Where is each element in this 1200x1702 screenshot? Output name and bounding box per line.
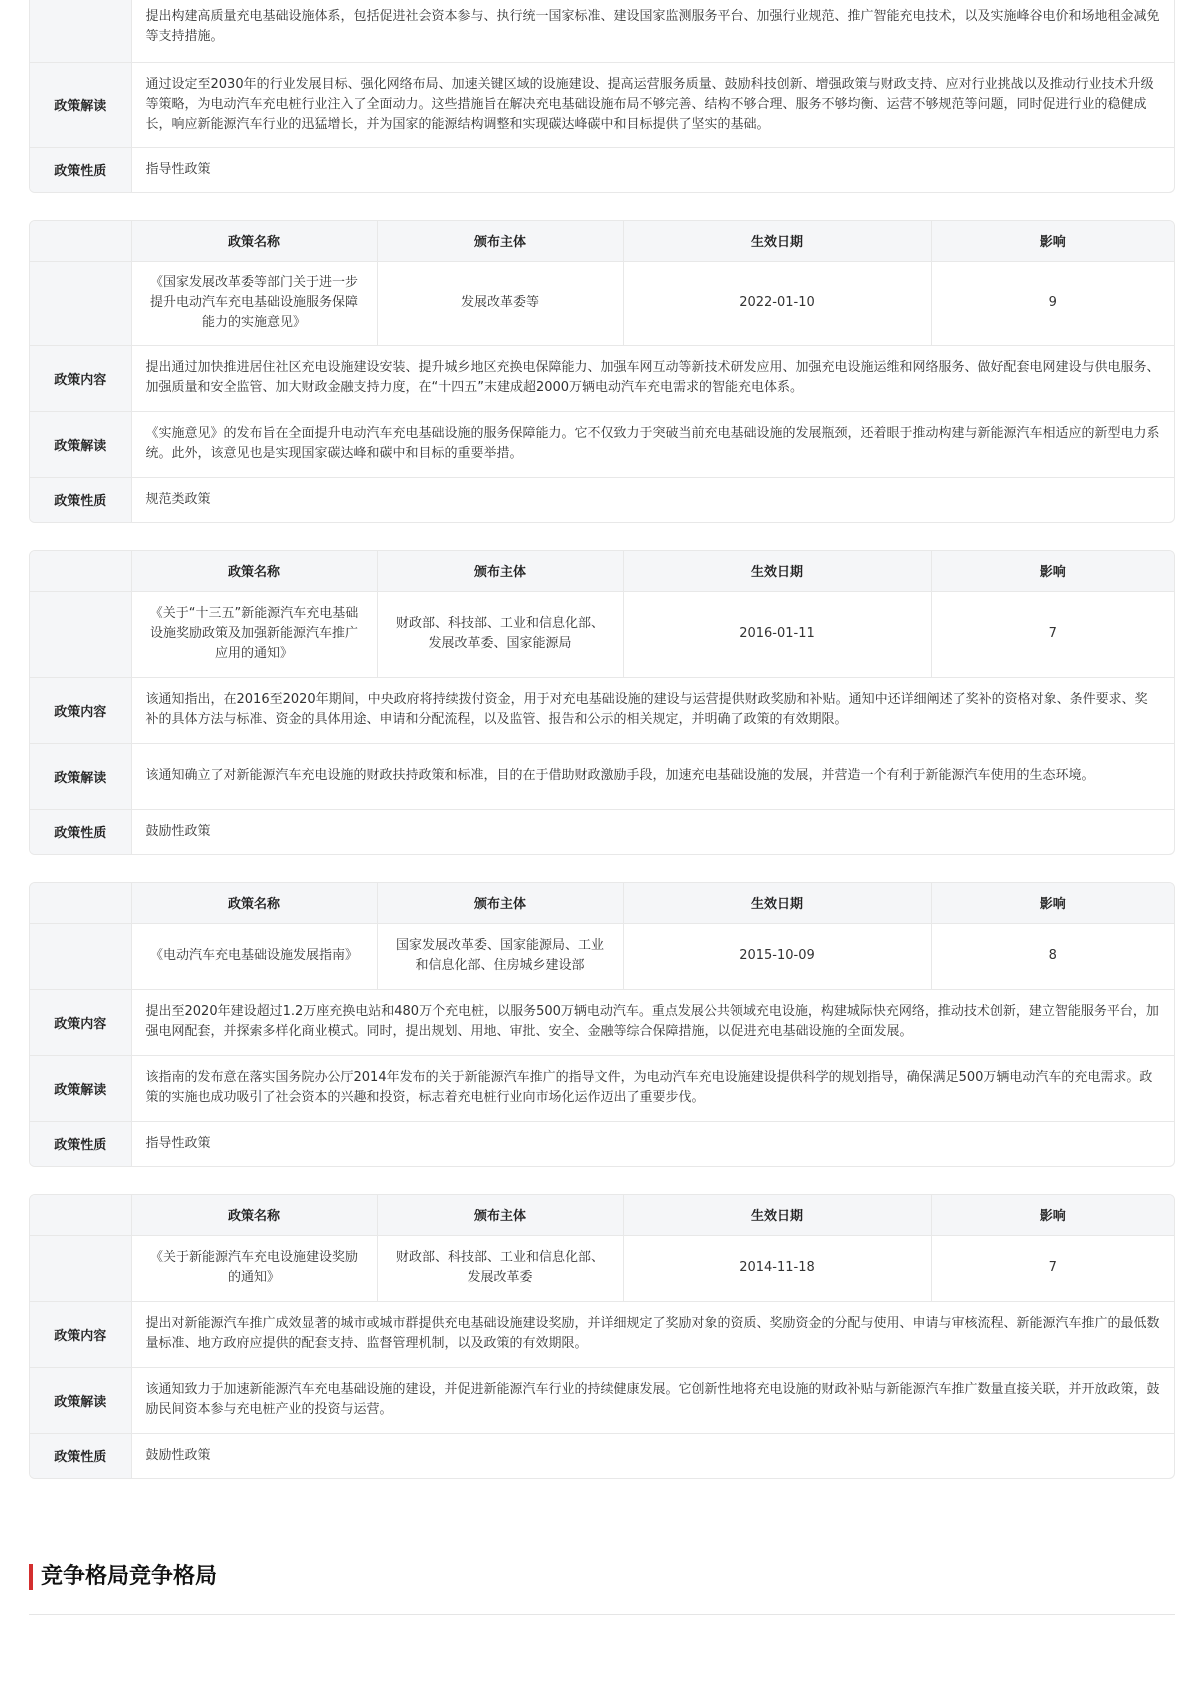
- policy-content-row: [30, 345, 1174, 411]
- row-label-nature: 政策性质: [30, 477, 131, 522]
- row-label-content: [30, 0, 131, 62]
- policy-issuer: 财政部、科技部、工业和信息化部、发展改革委、国家能源局: [377, 591, 623, 677]
- row-label-interpretation: 政策解读: [30, 1055, 131, 1121]
- policy-name: 《电动汽车充电基础设施发展指南》: [131, 923, 377, 989]
- row-label-content: 政策内容: [30, 989, 131, 1055]
- header-name: 政策名称: [131, 883, 377, 924]
- policy-card: [29, 220, 1175, 523]
- policy-nature-text: 指导性政策: [145, 161, 211, 177]
- header-issuer: 颁布主体: [377, 221, 623, 262]
- policy-nature-row: [30, 477, 1174, 522]
- header-impact: 影响: [931, 883, 1174, 924]
- header-name: 政策名称: [131, 221, 377, 262]
- policy-interpretation-row: [30, 1367, 1174, 1433]
- policy-issuer: 国家发展改革委、国家能源局、工业和信息化部、住房城乡建设部: [377, 923, 623, 989]
- policy-content-text: 提出至2020年建设超过1.2万座充换电站和480万个充电桩，以服务500万辆电动汽车。重点发展公共领域充电设施，构建城际快充网络，推动技术创新，建立智能服务平台，加强电网配套，并探索多样化商业模式。同时，提出规划、用地、审批、安全、金融等综合保障措施，以促进充电基础设施的全面发展。: [131, 989, 1174, 1055]
- policy-interpretation-text: 该指南的发布意在落实国务院办公厅2014年发布的关于新能源汽车推广的指导文件，为电动汽车充电设施建设提供科学的规划指导，确保满足500万辆电动汽车的充电需求。政策的实施也成功吸引了社会资本的兴趣和投资，标志着充电桩行业向市场化运作迈出了重要步伐。: [131, 1055, 1174, 1121]
- row-label-interpretation: 政策解读: [30, 411, 131, 477]
- policy-nature-text: 规范类政策: [145, 491, 211, 507]
- header-issuer: 颁布主体: [377, 1195, 623, 1236]
- policy-header-row: [30, 221, 1174, 262]
- section-heading: [29, 1560, 1175, 1615]
- policy-interpretation-row: [30, 411, 1174, 477]
- policy-meta-row: [30, 591, 1174, 677]
- meta-corner: [30, 923, 131, 989]
- policy-nature-row: [30, 1121, 1174, 1166]
- policy-impact: 7: [931, 591, 1174, 677]
- meta-corner: [30, 1235, 131, 1301]
- policy-card: [29, 1194, 1175, 1479]
- policy-issuer: 发展改革委等: [377, 261, 623, 345]
- row-label-interpretation: 政策解读: [30, 62, 131, 147]
- row-label-nature: 政策性质: [30, 809, 131, 854]
- policy-header-row: [30, 1195, 1174, 1236]
- policy-impact: 9: [931, 261, 1174, 345]
- policy-interpretation-text: 该通知致力于加速新能源汽车充电基础设施的建设，并促进新能源汽车行业的持续健康发展。它创新性地将充电设施的财政补贴与新能源汽车推广数量直接关联，并开放政策，鼓励民间资本参与充电桩产业的投资与运营。: [131, 1367, 1174, 1433]
- policy-nature-row: [30, 1433, 1174, 1478]
- section-accent-bar: [29, 1564, 33, 1590]
- policy-table: [30, 551, 1174, 854]
- meta-corner: [30, 261, 131, 345]
- policy-content-text: 提出通过加快推进居住社区充电设施建设安装、提升城乡地区充换电保障能力、加强车网互动等新技术研发应用、加强充电设施运维和网络服务、做好配套电网建设与供电服务、加强质量和安全监管、加大财政金融支持力度，在“十四五”末建成超2000万辆电动汽车充电需求的智能充电体系。: [131, 345, 1174, 411]
- row-label-interpretation: 政策解读: [30, 1367, 131, 1433]
- header-impact: 影响: [931, 551, 1174, 592]
- header-name: 政策名称: [131, 551, 377, 592]
- policy-table: [30, 883, 1174, 1166]
- policy-content-row: [30, 1301, 1174, 1367]
- header-impact: 影响: [931, 221, 1174, 262]
- policy-card: [29, 550, 1175, 855]
- policy-date: 2016-01-11: [623, 591, 931, 677]
- policy-date: 2022-01-10: [623, 261, 931, 345]
- policy-table: [30, 221, 1174, 522]
- row-label-nature: 政策性质: [30, 147, 131, 192]
- policy-header-row: [30, 883, 1174, 924]
- policy-card-partial: [29, 0, 1175, 193]
- policy-date: 2015-10-09: [623, 923, 931, 989]
- policy-interpretation-row: [30, 743, 1174, 809]
- policy-content-row: [30, 0, 1174, 62]
- policy-nature-row: [30, 809, 1174, 854]
- policy-content-text: 该通知指出，在2016至2020年期间，中央政府将持续拨付资金，用于对充电基础设施的建设与运营提供财政奖励和补贴。通知中还详细阐述了奖补的资格对象、条件要求、奖补的具体方法与标准、资金的具体用途、申请和分配流程，以及监管、报告和公示的相关规定，并明确了政策的有效期限。: [131, 677, 1174, 743]
- policy-nature-row: [30, 147, 1174, 192]
- policy-card: [29, 882, 1175, 1167]
- policy-meta-row: [30, 261, 1174, 345]
- policy-table-partial: [30, 0, 1174, 192]
- header-name: 政策名称: [131, 1195, 377, 1236]
- policy-interpretation-text: 《实施意见》的发布旨在全面提升电动汽车充电基础设施的服务保障能力。它不仅致力于突破当前充电基础设施的发展瓶颈，还着眼于推动构建与新能源汽车相适应的新型电力系统。此外，该意见也是实现国家碳达峰和碳中和目标的重要举措。: [131, 411, 1174, 477]
- header-date: 生效日期: [623, 883, 931, 924]
- row-label-interpretation: 政策解读: [30, 743, 131, 809]
- policy-interpretation-text: 该通知确立了对新能源汽车充电设施的财政扶持政策和标准，目的在于借助财政激励手段，加速充电基础设施的发展，并营造一个有利于新能源汽车使用的生态环境。: [131, 743, 1174, 809]
- header-impact: 影响: [931, 1195, 1174, 1236]
- section-title-text: 竞争格局竞争格局: [41, 1564, 218, 1589]
- row-label-content: 政策内容: [30, 345, 131, 411]
- policy-meta-row: [30, 1235, 1174, 1301]
- header-corner: [30, 551, 131, 592]
- page: [29, 0, 1175, 1506]
- policy-nature-text: 指导性政策: [145, 1135, 211, 1151]
- header-corner: [30, 883, 131, 924]
- header-corner: [30, 221, 131, 262]
- meta-corner: [30, 591, 131, 677]
- policy-interpretation-row: [30, 1055, 1174, 1121]
- policy-interpretation-text: 通过设定至2030年的行业发展目标、强化网络布局、加速关键区域的设施建设、提高运营服务质量、鼓励科技创新、增强政策与财政支持、应对行业挑战以及推动行业技术升级等策略，为电动汽车充电桩行业注入了全面动力。这些措施旨在解决充电基础设施布局不够完善、结构不够合理、服务不够均衡、运营不够规范等问题，同时促进行业的稳健成长，响应新能源汽车行业的迅猛增长，并为国家的能源结构调整和实现碳达峰碳中和目标提供了坚实的基础。: [131, 62, 1174, 147]
- policy-impact: 8: [931, 923, 1174, 989]
- policy-nature-text: 鼓励性政策: [145, 823, 211, 839]
- row-label-content: 政策内容: [30, 1301, 131, 1367]
- policy-date: 2014-11-18: [623, 1235, 931, 1301]
- header-issuer: 颁布主体: [377, 883, 623, 924]
- header-date: 生效日期: [623, 221, 931, 262]
- row-label-nature: 政策性质: [30, 1121, 131, 1166]
- header-issuer: 颁布主体: [377, 551, 623, 592]
- policy-meta-row: [30, 923, 1174, 989]
- policy-table: [30, 1195, 1174, 1478]
- policy-name: 《关于新能源汽车充电设施建设奖励的通知》: [131, 1235, 377, 1301]
- header-date: 生效日期: [623, 551, 931, 592]
- policy-nature-text: 鼓励性政策: [145, 1447, 211, 1463]
- policy-name: 《国家发展改革委等部门关于进一步提升电动汽车充电基础设施服务保障能力的实施意见》: [131, 261, 377, 345]
- policy-content-text: 提出构建高质量充电基础设施体系，包括促进社会资本参与、执行统一国家标准、建设国家监测服务平台、加强行业规范、推广智能充电技术，以及实施峰谷电价和场地租金减免等支持措施。: [131, 0, 1174, 62]
- policy-impact: 7: [931, 1235, 1174, 1301]
- policy-content-text: 提出对新能源汽车推广成效显著的城市或城市群提供充电基础设施建设奖励，并详细规定了奖励对象的资质、奖励资金的分配与使用、申请与审核流程、新能源汽车推广的最低数量标准、地方政府应提供的配套支持、监督管理机制，以及政策的有效期限。: [131, 1301, 1174, 1367]
- header-corner: [30, 1195, 131, 1236]
- header-date: 生效日期: [623, 1195, 931, 1236]
- policy-content-row: [30, 677, 1174, 743]
- policy-issuer: 财政部、科技部、工业和信息化部、发展改革委: [377, 1235, 623, 1301]
- row-label-content: 政策内容: [30, 677, 131, 743]
- policy-header-row: [30, 551, 1174, 592]
- policy-interpretation-row: [30, 62, 1174, 147]
- policy-content-row: [30, 989, 1174, 1055]
- row-label-nature: 政策性质: [30, 1433, 131, 1478]
- policy-name: 《关于“十三五”新能源汽车充电基础设施奖励政策及加强新能源汽车推广应用的通知》: [131, 591, 377, 677]
